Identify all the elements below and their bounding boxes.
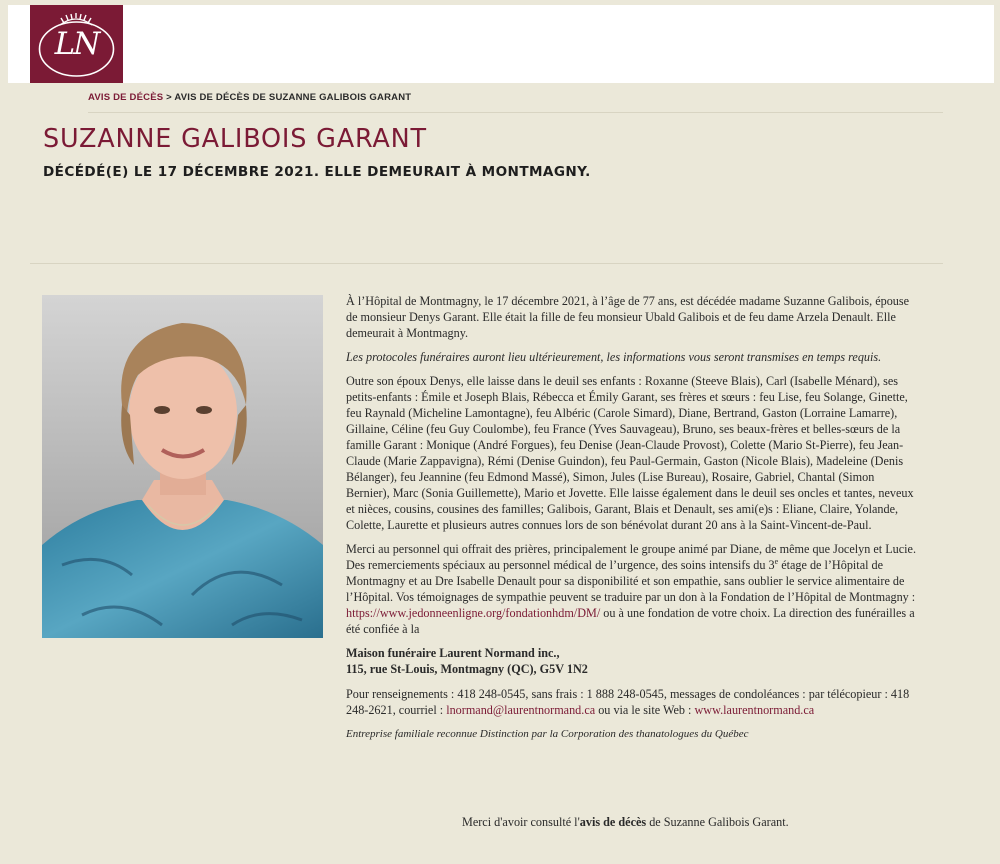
breadcrumb-current: AVIS DE DÉCÈS DE SUZANNE GALIBOIS GARANT [174,92,412,103]
logo-monogram: LN [54,26,99,62]
site-logo[interactable] [30,5,123,83]
page-subtitle: DÉCÉDÉ(E) LE 17 DÉCEMBRE 2021. ELLE DEMEURAIT À MONTMAGNY. [43,164,591,180]
text-span: Pour renseignements : 418 248-0545, sans frais : 1 888 248-0545, messages de condoléances : par télécopieur : 418 248-2621, courriel : [346,687,910,717]
donation-link[interactable]: https://www.jedonneenligne.org/fondationhdm/DM/ [346,606,601,620]
superscript: e [774,556,779,566]
obituary-protocol-note: Les protocoles funéraires auront lieu ultérieurement, les informations vous seront transmises en temps requis. [346,350,882,364]
text-span: ou à une fondation de votre choix. La direction des funérailles a été confiée à la [346,606,915,636]
distinction-note: Entreprise familiale reconnue Distinction par la Corporation des thanatologues du Québec [346,728,749,740]
text-span: ou via le site Web : [595,703,695,717]
obituary-text [346,293,916,750]
contact-paragraph [346,686,916,718]
funeral-home-name: Maison funéraire Laurent Normand inc., [346,646,560,660]
text-span: de Suzanne Galibois Garant. [646,815,789,829]
breadcrumb [88,92,411,103]
funeral-home-street: 115, rue St-Louis, Montmagny (QC), G5V 1N2 [346,662,588,676]
obituary-family-paragraph: Outre son époux Denys, elle laisse dans le deuil ses enfants : Roxanne (Steeve Blais), Carl (Isabelle Ménard), ses petits-enfants : Émile et Joseph Blais, Rébecca et Émily Garant, ses frères et sœurs : feu Lise, feu Solange, Ginette, feu Raynald (Micheline Lamontagne), feu Albéric (Carole Simard), Diane, Bertrand, Gaston (Lorraine Lamarre), Gillaine, Céline (feu Guy Coulombe), feu France (Yves Sauvageau), Bruno, ses beaux-frères et belles-sœurs de la famille Garant : Monique (André Forgues), feu Denise (Jean-Claude Provost), Colette (Mario St-Pierre), feu Jean-Claude (Marie Zappavigna), Rémi (Denise Guindon), feu Paul-Germain, Gaston (Nicole Blais), Madeleine (Denis Bélanger), feu Jeannine (feu Edmond Massé), Simon, Jules (Lise Bureau), Rosaire, Gabriel, Chantal (Simon Bernier), Marc (Sonia Guillemette), Mario et Jovette. Elle laisse également dans le deuil ses oncles et tantes, neveux et nièces, cousins, cousines des familles; Galibois, Garant, Blais et Denault, ses ami(e)s : Eliane, Claire, Yolande, Colette, Laurette et plusieurs autres connues lors de son bénévolat durant 20 ans à la Saint-Vincent-de-Paul. [346,374,914,532]
funeral-home-address [346,645,916,677]
divider [30,263,943,264]
divider [88,112,943,113]
email-link[interactable]: lnormand@laurentnormand.ca [446,703,596,717]
breadcrumb-separator: > [163,92,175,103]
text-span: Merci d'avoir consulté l' [462,815,580,829]
text-span: étage de l’Hôpital de Montmagny et au Dre Isabelle Denault pour sa disponibilité et son empathie, sans oublier le service alimentaire de l’Hôpital. Vos témoignages de sympathie peuvent se traduire par un don à la Fondation de l’Hôpital de Montmagny : [346,558,916,604]
website-link[interactable]: www.laurentnormand.ca [694,703,815,717]
text-span: Merci au personnel qui offrait des prières, principalement le groupe animé par Diane, de même que Jocelyn et Lucie. Des remerciements spéciaux au personnel médical de l’urgence, des soins intensifs du 3 [346,542,916,572]
page-title: SUZANNE GALIBOIS GARANT [43,124,427,154]
closing-message [462,815,789,830]
text-span-bold: avis de décès [579,815,647,829]
deceased-portrait-photo [42,295,323,638]
obituary-paragraph: À l’Hôpital de Montmagny, le 17 décembre 2021, à l’âge de 77 ans, est décédée madame Suzanne Galibois, épouse de monsieur Denys Garant. Elle était la fille de feu monsieur Ubald Galibois et de feu dame Arzela Denault. Elle demeurait à Montmagny. [346,294,910,340]
obituary-thanks-paragraph [346,541,916,637]
site-header [8,5,994,83]
portrait-illustration [42,295,323,638]
breadcrumb-link-avis-de-deces[interactable]: AVIS DE DÉCÈS [88,92,164,103]
